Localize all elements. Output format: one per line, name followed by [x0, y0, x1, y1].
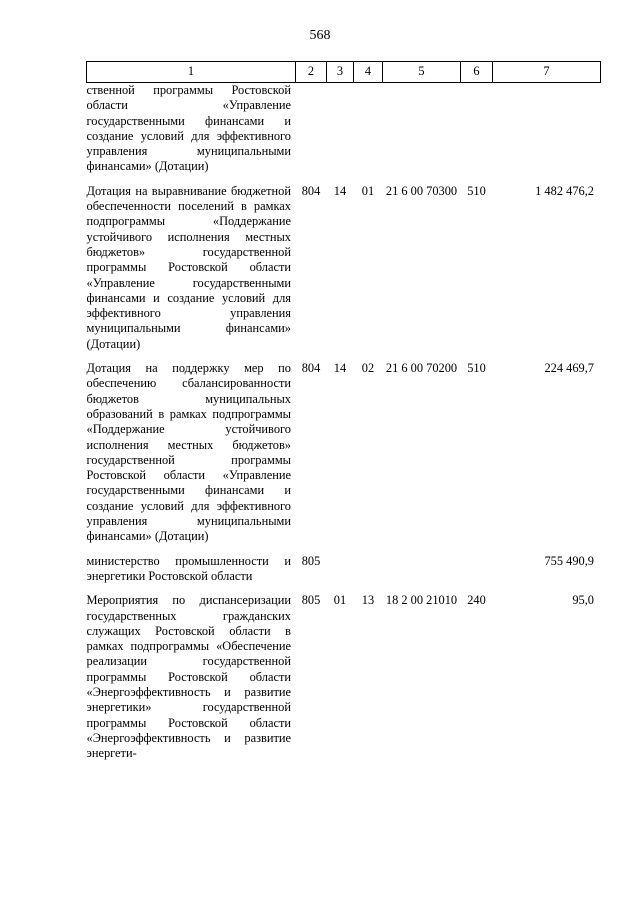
cell-ministry-code: 804 — [301, 361, 321, 376]
description-text: Дотация на выравнивание бюджетной обеспеченности поселений в рамках подпрограммы «Поддержание устойчивого исполнения местных бюджетов» государственной программы Ростовской области «Управление государственными финансами и создание условий для эффективного управления муниципальными финансами» (Дотации) — [86, 183, 291, 351]
cell-expense-type: 510 — [467, 361, 486, 376]
cell-expense-type: 240 — [467, 593, 486, 608]
cell-ministry-code — [296, 83, 327, 175]
column-header-3: 3 — [327, 62, 354, 83]
cell-amount: 1 482 476,2 — [535, 183, 594, 198]
cell-amount — [493, 83, 601, 175]
row-description — [87, 593, 296, 761]
row-description — [87, 184, 296, 352]
cell-section: 14 — [333, 183, 347, 198]
table-row — [87, 184, 601, 352]
cell-expense-type — [461, 83, 493, 175]
cell-amount: 755 490,9 — [544, 553, 594, 568]
column-header-4: 4 — [354, 62, 383, 83]
row-description — [87, 361, 296, 545]
cell-ministry-code: 805 — [301, 553, 321, 568]
cell-section — [327, 554, 354, 585]
cell-section: 01 — [333, 593, 347, 608]
header-row — [87, 62, 601, 83]
cell-ministry-code: 804 — [301, 183, 321, 198]
table-row — [87, 83, 601, 175]
cell-target-article — [383, 554, 461, 585]
description-text: министерство промышленности и энергетики Ростовской области — [86, 553, 291, 583]
column-header-7: 7 — [493, 62, 601, 83]
description-text: ственной программы Ростовской области «Управление государственными финансами и создание условий для эффективного управления муниципальными финансами» (Дотации) — [86, 83, 291, 174]
column-header-1: 1 — [87, 62, 296, 83]
cell-target-article: 18 2 00 21010 — [385, 593, 458, 608]
cell-amount: 224 469,7 — [544, 361, 594, 376]
cell-target-article: 21 6 00 70200 — [385, 361, 458, 376]
table-row — [87, 361, 601, 545]
cell-subsection — [354, 554, 383, 585]
row-description — [87, 83, 296, 175]
cell-subsection: 13 — [361, 593, 375, 608]
page-number: 568 — [309, 28, 331, 43]
description-text: Дотация на поддержку мер по обеспечению сбалансированности бюджетов муниципальных образований в рамках подпрограммы «Поддержание устойчивого исполнения местных бюджетов» государственной программы Ростовской области «Управление государственными финансами и создание условий для эффективного управления муниципальными финансами» (Дотации) — [86, 361, 291, 544]
cell-section — [327, 83, 354, 175]
description-text: Мероприятия по диспансеризации государственных гражданских служащих Ростовской области в рамках подпрограммы «Обеспечение реализации государственной программы Ростовской области «Энергоэффективность и развитие энергетики» государственной программы Ростовской области «Энергоэффективность и развитие энергети- — [86, 593, 291, 761]
column-header-2: 2 — [296, 62, 327, 83]
column-header-6: 6 — [461, 62, 493, 83]
cell-subsection — [354, 83, 383, 175]
table-row — [87, 593, 601, 761]
cell-subsection: 02 — [361, 361, 375, 376]
table-row — [87, 554, 601, 585]
cell-amount: 95,0 — [572, 593, 594, 608]
cell-expense-type: 510 — [467, 183, 486, 198]
cell-ministry-code: 805 — [301, 593, 321, 608]
cell-subsection: 01 — [361, 183, 375, 198]
column-header-5: 5 — [383, 62, 461, 83]
cell-target-article: 21 6 00 70300 — [385, 183, 458, 198]
cell-section: 14 — [333, 361, 347, 376]
cell-expense-type — [461, 554, 493, 585]
cell-target-article — [383, 83, 461, 175]
budget-table — [86, 61, 601, 761]
row-description — [87, 554, 296, 585]
